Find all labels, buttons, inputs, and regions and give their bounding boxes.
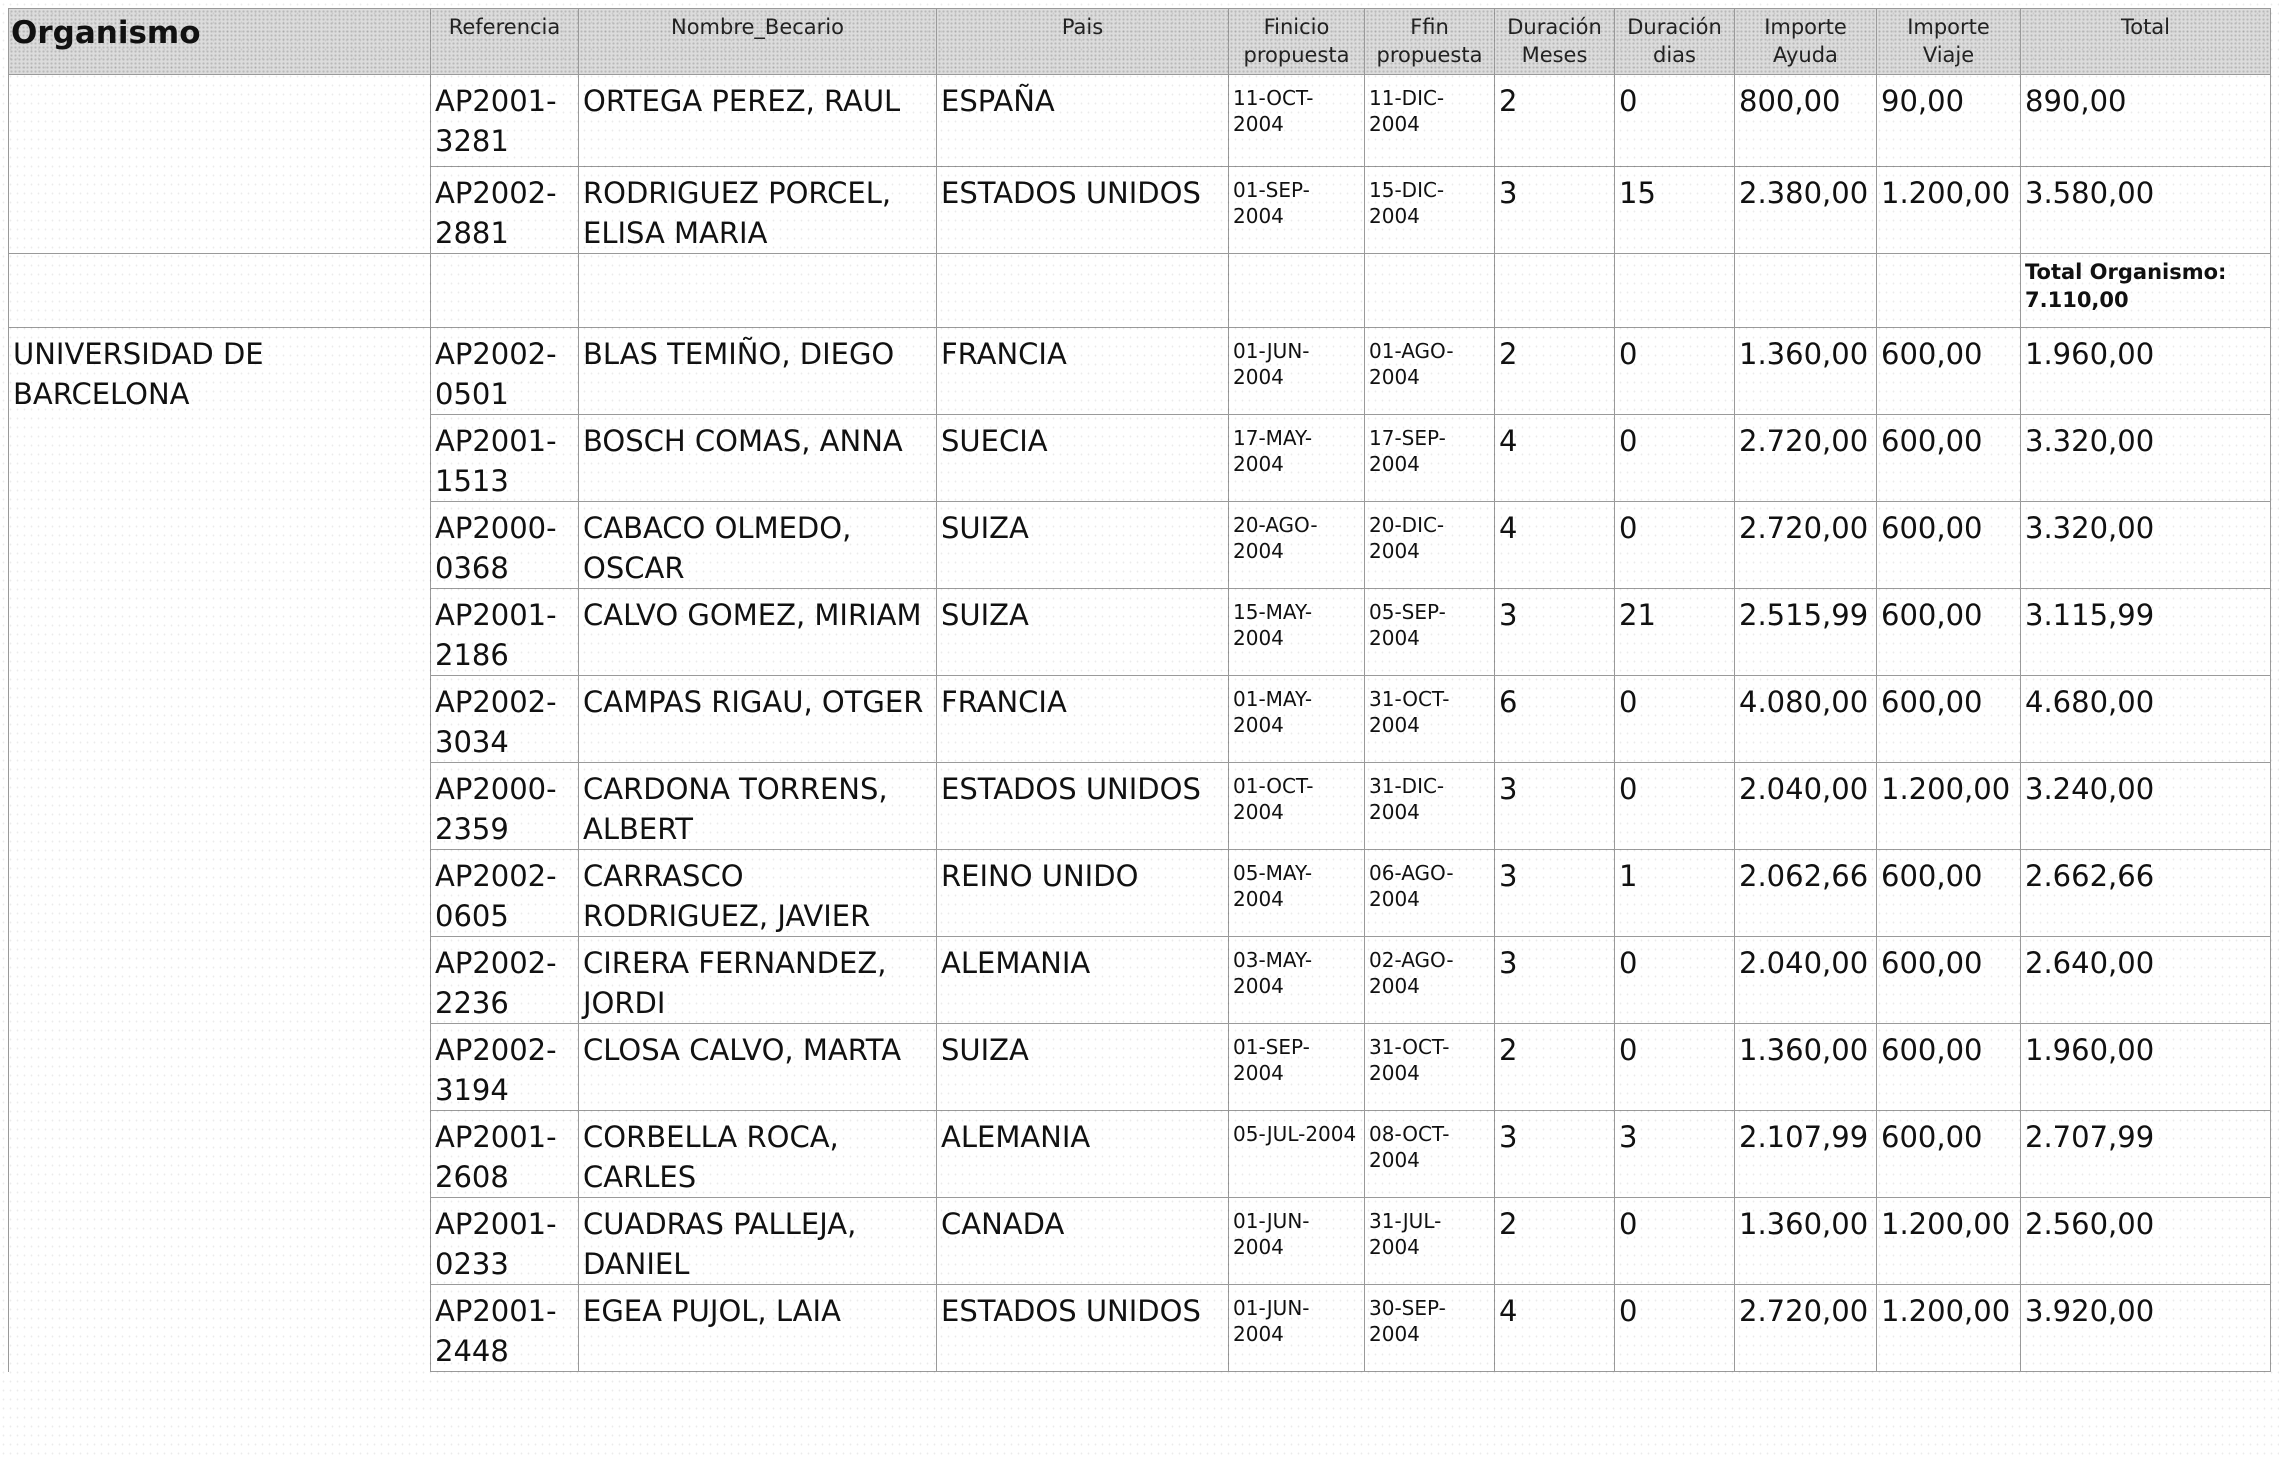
empty-cell [1877,254,2021,328]
ffin-cell: 11-DIC-2004 [1365,75,1495,167]
empty-cell [1365,254,1495,328]
viaje-cell: 600,00 [1877,937,2021,1024]
pais-cell: ESTADOS UNIDOS [937,763,1229,850]
ayuda-cell: 1.360,00 [1735,1198,1877,1285]
organismo-cell [9,75,431,167]
total-cell: 3.240,00 [2021,763,2271,850]
empty-cell [579,254,937,328]
ayuda-cell: 1.360,00 [1735,328,1877,415]
nombre-cell: CARRASCO RODRIGUEZ, JAVIER [579,850,937,937]
total-cell: 2.662,66 [2021,850,2271,937]
meses-cell: 2 [1495,1024,1615,1111]
referencia-cell: AP2002-3034 [431,676,579,763]
dias-cell: 0 [1615,1198,1735,1285]
meses-cell: 3 [1495,850,1615,937]
meses-cell: 2 [1495,75,1615,167]
pais-cell: CANADA [937,1198,1229,1285]
referencia-cell: AP2002-2236 [431,937,579,1024]
total-cell: 3.115,99 [2021,589,2271,676]
referencia-cell: AP2001-2448 [431,1285,579,1372]
finicio-cell: 15-MAY-2004 [1229,589,1365,676]
dias-cell: 0 [1615,1285,1735,1372]
meses-cell: 3 [1495,937,1615,1024]
pais-cell: ALEMANIA [937,937,1229,1024]
pais-cell: SUIZA [937,589,1229,676]
meses-cell: 3 [1495,167,1615,254]
referencia-cell: AP2002-0605 [431,850,579,937]
header-total: Total [2021,9,2271,75]
nombre-cell: CUADRAS PALLEJA, DANIEL [579,1198,937,1285]
empty-cell [1615,254,1735,328]
viaje-cell: 600,00 [1877,1111,2021,1198]
header-duracion-meses: Duración Meses [1495,9,1615,75]
dias-cell: 0 [1615,502,1735,589]
referencia-cell: AP2000-0368 [431,502,579,589]
viaje-cell: 1.200,00 [1877,167,2021,254]
viaje-cell: 600,00 [1877,850,2021,937]
pais-cell: ESTADOS UNIDOS [937,167,1229,254]
total-cell: 2.560,00 [2021,1198,2271,1285]
meses-cell: 6 [1495,676,1615,763]
viaje-cell: 1.200,00 [1877,1198,2021,1285]
viaje-cell: 600,00 [1877,1024,2021,1111]
header-importe-viaje: Importe Viaje [1877,9,2021,75]
meses-cell: 3 [1495,589,1615,676]
nombre-cell: CLOSA CALVO, MARTA [579,1024,937,1111]
header-duracion-dias: Duración dias [1615,9,1735,75]
ayuda-cell: 2.062,66 [1735,850,1877,937]
finicio-cell: 05-JUL-2004 [1229,1111,1365,1198]
nombre-cell: CAMPAS RIGAU, OTGER [579,676,937,763]
table-body [9,75,2271,1372]
dias-cell: 0 [1615,1024,1735,1111]
ffin-cell: 31-OCT-2004 [1365,1024,1495,1111]
referencia-cell: AP2001-0233 [431,1198,579,1285]
meses-cell: 4 [1495,415,1615,502]
referencia-cell: AP2001-2186 [431,589,579,676]
dias-cell: 21 [1615,589,1735,676]
total-cell: 1.960,00 [2021,328,2271,415]
nombre-cell: BOSCH COMAS, ANNA [579,415,937,502]
viaje-cell: 600,00 [1877,502,2021,589]
total-cell: 3.920,00 [2021,1285,2271,1372]
viaje-cell: 1.200,00 [1877,1285,2021,1372]
dias-cell: 3 [1615,1111,1735,1198]
viaje-cell: 600,00 [1877,328,2021,415]
ffin-cell: 15-DIC-2004 [1365,167,1495,254]
total-cell: 1.960,00 [2021,1024,2271,1111]
dias-cell: 0 [1615,415,1735,502]
ffin-cell: 31-JUL-2004 [1365,1198,1495,1285]
nombre-cell: ORTEGA PEREZ, RAUL [579,75,937,167]
dias-cell: 0 [1615,328,1735,415]
organismo-name: UNIVERSIDAD DE BARCELONA [9,328,431,1372]
ffin-cell: 08-OCT-2004 [1365,1111,1495,1198]
ffin-cell: 17-SEP-2004 [1365,415,1495,502]
ayuda-cell: 2.720,00 [1735,415,1877,502]
header-referencia: Referencia [431,9,579,75]
finicio-cell: 01-JUN-2004 [1229,1285,1365,1372]
total-cell: 3.320,00 [2021,502,2271,589]
meses-cell: 2 [1495,328,1615,415]
table-row [9,75,2271,167]
nombre-cell: BLAS TEMIÑO, DIEGO [579,328,937,415]
total-organismo: Total Organismo: 7.110,00 [2021,254,2271,328]
total-cell: 2.707,99 [2021,1111,2271,1198]
header-pais: Pais [937,9,1229,75]
total-cell: 890,00 [2021,75,2271,167]
ayuda-cell: 2.515,99 [1735,589,1877,676]
referencia-cell: AP2002-0501 [431,328,579,415]
finicio-cell: 01-SEP-2004 [1229,1024,1365,1111]
nombre-cell: CALVO GOMEZ, MIRIAM [579,589,937,676]
meses-cell: 3 [1495,763,1615,850]
empty-cell [937,254,1229,328]
meses-cell: 3 [1495,1111,1615,1198]
viaje-cell: 1.200,00 [1877,763,2021,850]
subtotal-row [9,254,2271,328]
ayuda-cell: 2.040,00 [1735,763,1877,850]
pais-cell: SUIZA [937,1024,1229,1111]
total-cell: 3.320,00 [2021,415,2271,502]
nombre-cell: CABACO OLMEDO, OSCAR [579,502,937,589]
empty-cell [1229,254,1365,328]
pais-cell: FRANCIA [937,676,1229,763]
organismo-cell [9,167,431,254]
pais-cell: SUIZA [937,502,1229,589]
viaje-cell: 90,00 [1877,75,2021,167]
empty-cell [1495,254,1615,328]
nombre-cell: CARDONA TORRENS, ALBERT [579,763,937,850]
ayuda-cell: 2.380,00 [1735,167,1877,254]
ayuda-cell: 2.720,00 [1735,1285,1877,1372]
header-importe-ayuda: Importe Ayuda [1735,9,1877,75]
referencia-cell: AP2000-2359 [431,763,579,850]
empty-cell [431,254,579,328]
viaje-cell: 600,00 [1877,589,2021,676]
viaje-cell: 600,00 [1877,676,2021,763]
finicio-cell: 01-JUN-2004 [1229,328,1365,415]
finicio-cell: 01-MAY-2004 [1229,676,1365,763]
pais-cell: ESTADOS UNIDOS [937,1285,1229,1372]
ayuda-cell: 1.360,00 [1735,1024,1877,1111]
ffin-cell: 02-AGO-2004 [1365,937,1495,1024]
finicio-cell: 01-JUN-2004 [1229,1198,1365,1285]
nombre-cell: CORBELLA ROCA, CARLES [579,1111,937,1198]
ffin-cell: 31-OCT-2004 [1365,676,1495,763]
pais-cell: ESPAÑA [937,75,1229,167]
pais-cell: FRANCIA [937,328,1229,415]
header-nombre-becario: Nombre_Becario [579,9,937,75]
referencia-cell: AP2002-3194 [431,1024,579,1111]
finicio-cell: 20-AGO-2004 [1229,502,1365,589]
grants-table [8,8,2271,1372]
ffin-cell: 31-DIC-2004 [1365,763,1495,850]
nombre-cell: CIRERA FERNANDEZ, JORDI [579,937,937,1024]
ayuda-cell: 2.040,00 [1735,937,1877,1024]
pais-cell: REINO UNIDO [937,850,1229,937]
empty-cell [1735,254,1877,328]
referencia-cell: AP2001-2608 [431,1111,579,1198]
total-cell: 4.680,00 [2021,676,2271,763]
header-organismo: Organismo [9,9,431,75]
finicio-cell: 05-MAY-2004 [1229,850,1365,937]
ffin-cell: 05-SEP-2004 [1365,589,1495,676]
ffin-cell: 01-AGO-2004 [1365,328,1495,415]
dias-cell: 0 [1615,763,1735,850]
finicio-cell: 01-OCT-2004 [1229,763,1365,850]
total-cell: 3.580,00 [2021,167,2271,254]
header-ffin-propuesta: Ffin propuesta [1365,9,1495,75]
dias-cell: 0 [1615,937,1735,1024]
nombre-cell: RODRIGUEZ PORCEL, ELISA MARIA [579,167,937,254]
ayuda-cell: 2.107,99 [1735,1111,1877,1198]
nombre-cell: EGEA PUJOL, LAIA [579,1285,937,1372]
pais-cell: SUECIA [937,415,1229,502]
dias-cell: 15 [1615,167,1735,254]
dias-cell: 0 [1615,676,1735,763]
finicio-cell: 11-OCT-2004 [1229,75,1365,167]
ffin-cell: 20-DIC-2004 [1365,502,1495,589]
header-finicio-propuesta: Finicio propuesta [1229,9,1365,75]
referencia-cell: AP2001-3281 [431,75,579,167]
meses-cell: 4 [1495,502,1615,589]
dias-cell: 0 [1615,75,1735,167]
meses-cell: 4 [1495,1285,1615,1372]
ffin-cell: 06-AGO-2004 [1365,850,1495,937]
ayuda-cell: 800,00 [1735,75,1877,167]
viaje-cell: 600,00 [1877,415,2021,502]
table-header [9,9,2271,75]
finicio-cell: 01-SEP-2004 [1229,167,1365,254]
table-row [9,167,2271,254]
total-cell: 2.640,00 [2021,937,2271,1024]
ayuda-cell: 2.720,00 [1735,502,1877,589]
referencia-cell: AP2001-1513 [431,415,579,502]
dias-cell: 1 [1615,850,1735,937]
meses-cell: 2 [1495,1198,1615,1285]
table-row [9,328,2271,415]
referencia-cell: AP2002-2881 [431,167,579,254]
finicio-cell: 03-MAY-2004 [1229,937,1365,1024]
finicio-cell: 17-MAY-2004 [1229,415,1365,502]
pais-cell: ALEMANIA [937,1111,1229,1198]
ayuda-cell: 4.080,00 [1735,676,1877,763]
organismo-cell [9,254,431,328]
ffin-cell: 30-SEP-2004 [1365,1285,1495,1372]
